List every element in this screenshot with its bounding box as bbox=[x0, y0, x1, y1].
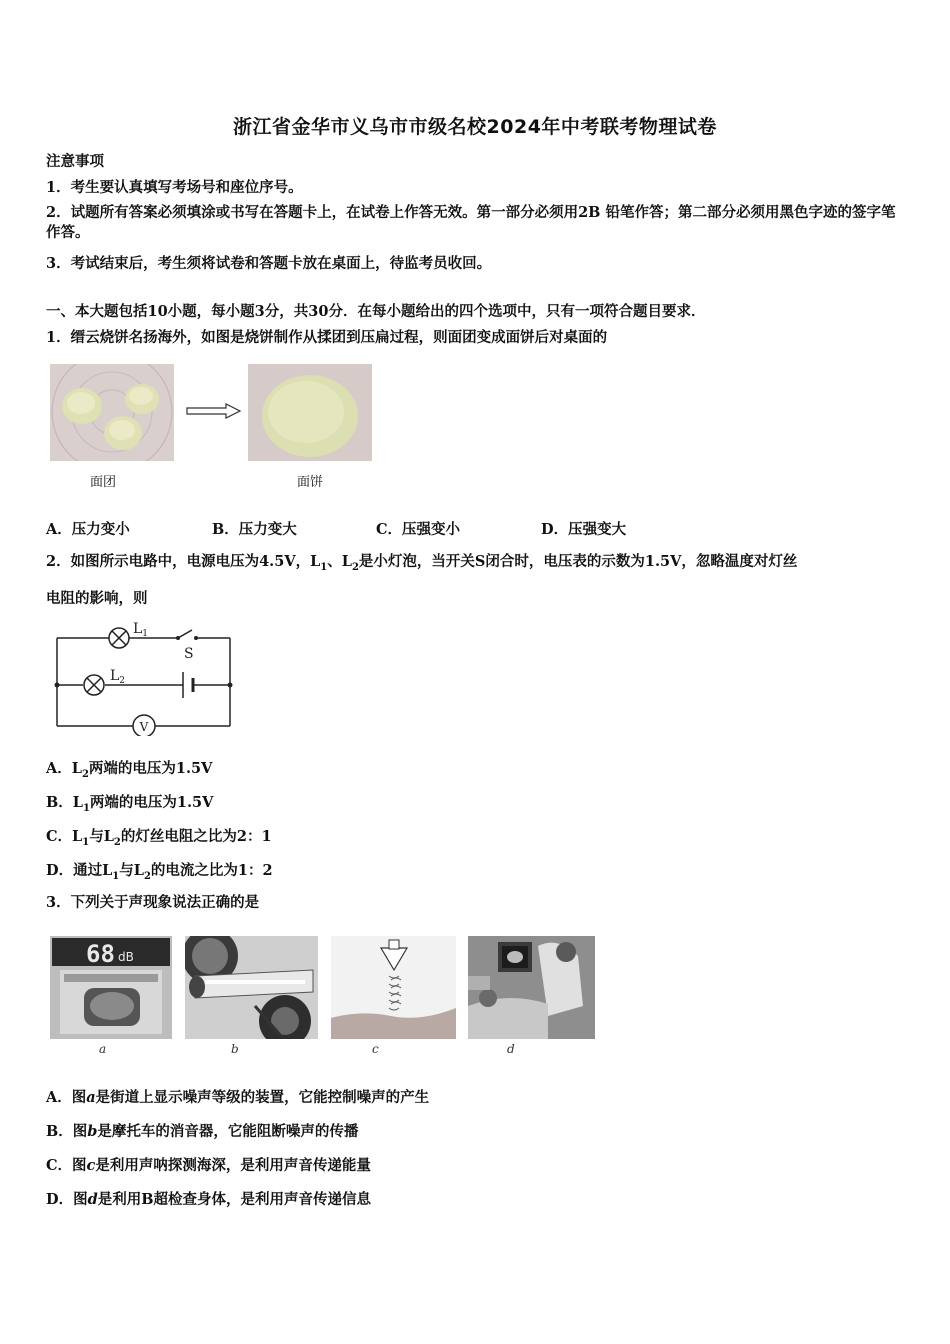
q1-option-a[interactable]: A．压力变小 bbox=[46, 521, 130, 538]
circuit-switch-label: S bbox=[184, 646, 194, 662]
ultrasound-image bbox=[468, 936, 595, 1039]
notice-item-1: 1．考生要认真填写考场号和座位序号。 bbox=[46, 179, 303, 196]
caption-c: c bbox=[372, 1042, 379, 1056]
caption-dough: 面团 bbox=[90, 475, 117, 490]
caption-b: b bbox=[231, 1042, 239, 1056]
notice-item-2: 2．试题所有答案必须填涂或书写在答题卡上，在试卷上作答无效。第一部分必须用2B 铅笔作答；第二部分必须用黑色字迹的签字笔作答。 bbox=[46, 204, 896, 241]
arrow-right-icon bbox=[186, 403, 242, 423]
notice-heading: 注意事项 bbox=[46, 153, 104, 170]
caption-cake: 面饼 bbox=[297, 475, 324, 490]
notice-item-3: 3．考试结束后，考生须将试卷和答题卡放在桌面上，待监考员收回。 bbox=[46, 255, 492, 272]
circuit-diagram bbox=[52, 618, 242, 740]
q1-option-c[interactable]: C．压强变小 bbox=[376, 521, 461, 538]
q2-option-c[interactable]: C．$L_1$与$L_2$的灯丝电阻之比为2：1 bbox=[46, 828, 272, 848]
flat-cake-image bbox=[248, 364, 372, 461]
caption-d: d bbox=[507, 1042, 515, 1056]
q2-stem-line1: 2．如图所示电路中，电源电压为4.5V，$L_1$、$L_2$是小灯泡，当开关S闭合时，电压表的示数为1.5V，忽略温度对灯丝 bbox=[46, 553, 798, 573]
q3-option-b[interactable]: B．图b是摩托车的消音器，它能阻断噪声的传播 bbox=[46, 1123, 359, 1140]
q1-option-d[interactable]: D．压强变大 bbox=[541, 521, 627, 538]
noise-reading: 68 bbox=[86, 940, 115, 968]
dough-ball-image bbox=[50, 364, 174, 461]
q2-option-d[interactable]: D．通过$L_1$与$L_2$的电流之比为1：2 bbox=[46, 862, 273, 882]
q3-option-a[interactable]: A．图a是街道上显示噪声等级的装置，它能控制噪声的产生 bbox=[46, 1089, 430, 1106]
q1-option-b[interactable]: B．压力变大 bbox=[212, 521, 297, 538]
motorcycle-muffler-image bbox=[185, 936, 318, 1039]
noise-meter-image bbox=[50, 936, 172, 1039]
circuit-l1-label: $L_1$ bbox=[133, 621, 149, 639]
circuit-voltmeter-label: V bbox=[139, 720, 149, 734]
page-title: 浙江省金华市义乌市市级名校2024年中考联考物理试卷 bbox=[233, 116, 717, 138]
section-heading: 一、本大题包括10小题，每小题3分，共30分．在每小题给出的四个选项中，只有一项符合题目要求． bbox=[46, 303, 706, 320]
q3-option-d[interactable]: D．图d是利用B超检查身体，是利用声音传递信息 bbox=[46, 1191, 371, 1208]
q2-option-b[interactable]: B．$L_1$两端的电压为1.5V bbox=[46, 794, 214, 814]
q3-option-c[interactable]: C．图c是利用声呐探测海深，是利用声音传递能量 bbox=[46, 1157, 371, 1174]
q2-option-a[interactable]: A．$L_2$两端的电压为1.5V bbox=[46, 760, 213, 780]
noise-unit: dB bbox=[118, 950, 134, 964]
q1-stem: 1．缙云烧饼名扬海外，如图是烧饼制作从揉团到压扁过程，则面团变成面饼后对桌面的 bbox=[46, 329, 608, 346]
circuit-l2-label: $L_2$ bbox=[110, 668, 126, 686]
q2-stem-line2: 电阻的影响，则 bbox=[46, 590, 148, 607]
caption-a: a bbox=[99, 1042, 107, 1056]
q3-stem: 3．下列关于声现象说法正确的是 bbox=[46, 894, 260, 911]
sonar-image bbox=[331, 936, 456, 1039]
